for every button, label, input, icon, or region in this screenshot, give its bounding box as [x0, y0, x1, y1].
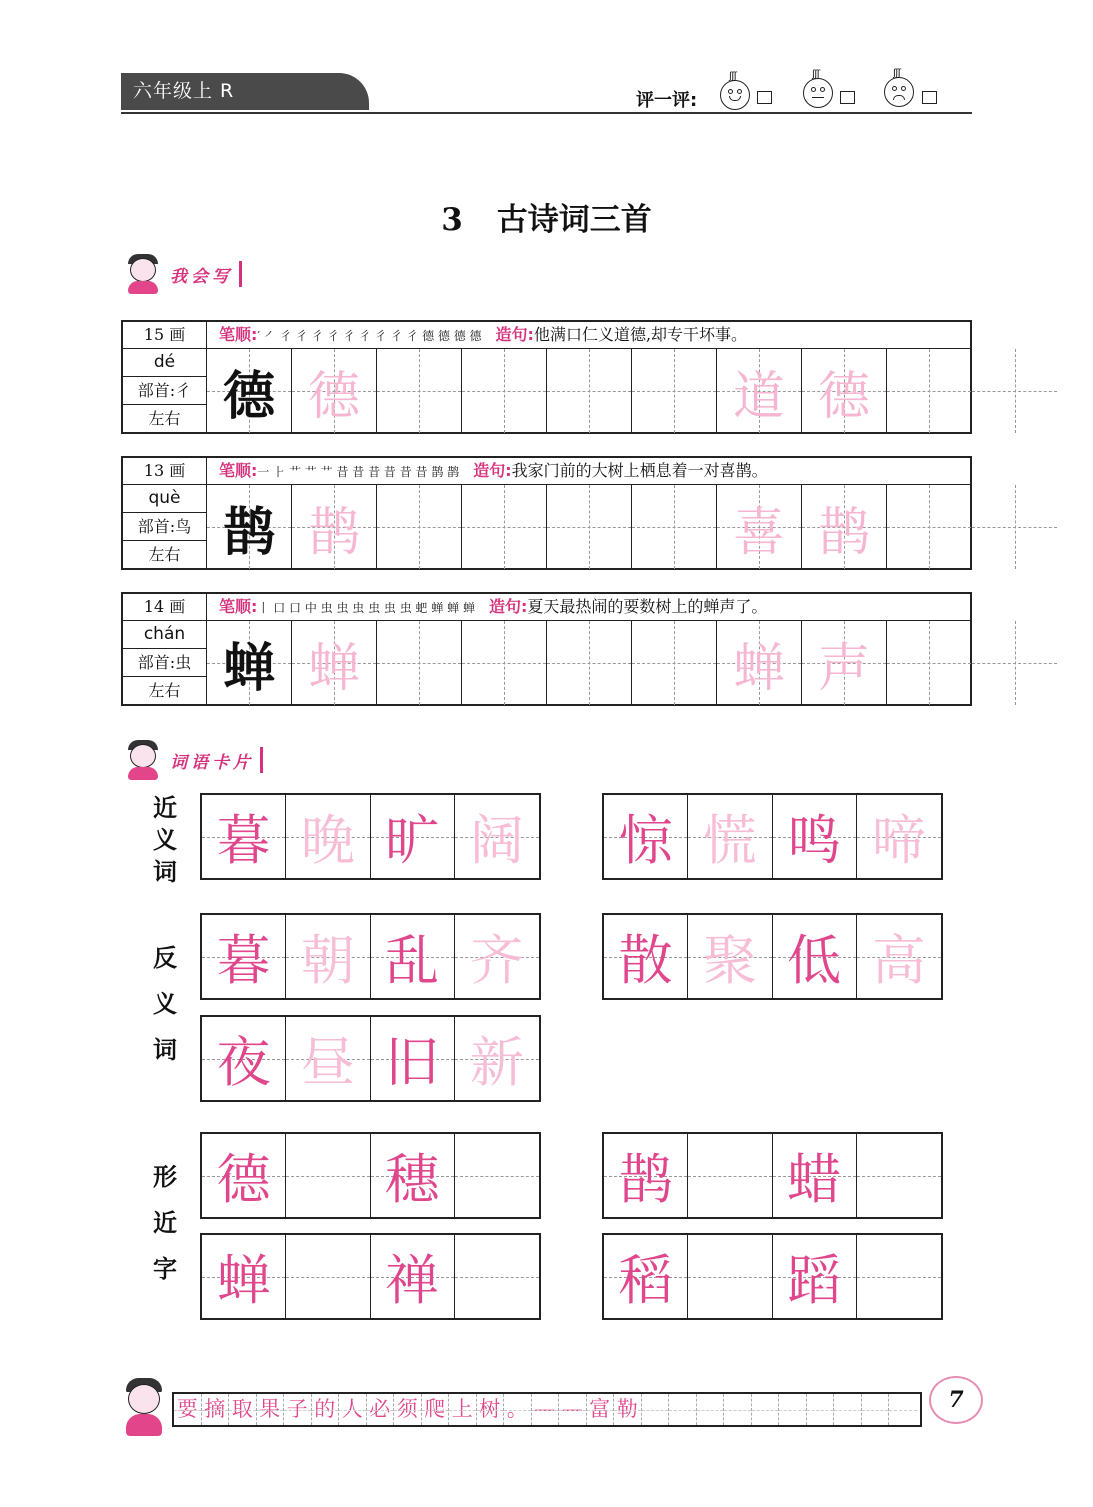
writing-cell[interactable]	[547, 349, 632, 433]
blank-cell[interactable]	[688, 1134, 772, 1217]
motto-cell	[807, 1394, 835, 1425]
order-label: 笔顺:	[219, 461, 258, 480]
card-cell: 慌	[688, 795, 772, 878]
stroke-count: 13 画	[123, 458, 207, 485]
header-rule	[121, 112, 972, 114]
synonym-card	[602, 793, 943, 880]
blank-cell[interactable]	[688, 1235, 772, 1318]
motto-cell: 须	[394, 1394, 422, 1425]
writing-cell[interactable]	[462, 621, 547, 705]
blank-cell[interactable]	[455, 1134, 539, 1217]
rating-label: 评一评:	[636, 90, 698, 111]
motto-cell: 果	[257, 1394, 285, 1425]
writing-cell[interactable]	[632, 349, 717, 433]
similar-card	[602, 1132, 943, 1219]
card-cell: 蝉	[202, 1235, 286, 1318]
sad-face-icon[interactable]: ʃʃʃ	[884, 77, 914, 107]
order-label: 笔顺:	[219, 325, 258, 344]
word-trace-cell[interactable]: 喜	[717, 485, 802, 569]
pinyin: què	[123, 485, 206, 513]
card-cell: 蜡	[773, 1134, 857, 1217]
word-trace-cell[interactable]: 鹊	[802, 485, 887, 569]
motto-cell: 勒	[614, 1394, 642, 1425]
order-label: 笔顺:	[219, 597, 258, 616]
card-cell: 高	[857, 915, 941, 998]
card-cell: 惊	[604, 795, 688, 878]
motto-cell: 爬	[422, 1394, 450, 1425]
card-cell: 鸣	[773, 795, 857, 878]
trace-char-cell[interactable]: 德	[292, 349, 377, 433]
structure: 左右	[148, 681, 181, 700]
structure: 左右	[148, 545, 181, 564]
label-synonyms: 近 义 词	[153, 794, 177, 886]
radical: 部首:鸟	[123, 513, 206, 541]
lesson-title	[0, 194, 1093, 239]
motto-cell: 子	[284, 1394, 312, 1425]
motto-cell	[724, 1394, 752, 1425]
writing-cell[interactable]	[972, 349, 1057, 433]
char-table-chan	[121, 592, 972, 706]
writing-cell[interactable]	[887, 621, 972, 705]
card-cell: 暮	[202, 795, 286, 878]
stroke-order: ′ ㇒ 彳 彳 彳 彳 彳 彳 彳 彳 彳 德 德 德 德	[257, 329, 482, 343]
motto-cell: 摘	[202, 1394, 230, 1425]
card-cell: 昼	[286, 1017, 370, 1100]
word-trace-cell[interactable]: 德	[802, 349, 887, 433]
card-cell: 暮	[202, 915, 286, 998]
example-sentence: 他满口仁义道德,却专干坏事。	[533, 325, 748, 344]
word-trace-cell[interactable]: 蝉	[717, 621, 802, 705]
card-cell: 朝	[286, 915, 370, 998]
word-trace-cell[interactable]: 道	[717, 349, 802, 433]
writing-cell[interactable]	[377, 621, 462, 705]
motto-cell	[752, 1394, 780, 1425]
card-cell: 乱	[371, 915, 455, 998]
similar-card	[602, 1233, 943, 1320]
section-title-cards: 词语卡片	[170, 752, 254, 773]
writing-cell[interactable]	[972, 621, 1057, 705]
blank-cell[interactable]	[286, 1235, 370, 1318]
card-cell: 低	[773, 915, 857, 998]
word-trace-cell[interactable]: 声	[802, 621, 887, 705]
stroke-order: 一 ⺊ 艹 艹 艹 昔 昔 昔 昔 昔 昔 鹊 鹊	[257, 465, 460, 479]
radical: 部首:虫	[123, 649, 206, 677]
motto-strip	[172, 1392, 922, 1427]
motto-cell: —	[559, 1394, 587, 1425]
card-cell: 旷	[371, 795, 455, 878]
blank-cell[interactable]	[857, 1235, 941, 1318]
motto-cell	[889, 1394, 917, 1425]
motto-cell	[669, 1394, 697, 1425]
motto-cell	[697, 1394, 725, 1425]
example-sentence: 我家门前的大树上栖息着一对喜鹊。	[511, 461, 768, 480]
boy-mascot-icon	[120, 1378, 170, 1436]
motto-cell	[779, 1394, 807, 1425]
card-cell: 鹊	[604, 1134, 688, 1217]
card-cell: 晚	[286, 795, 370, 878]
card-cell: 蹈	[773, 1235, 857, 1318]
pinyin: dé	[123, 349, 206, 377]
example-sentence: 夏天最热闹的要数树上的蝉声了。	[527, 597, 768, 616]
trace-char-cell[interactable]: 鹊	[292, 485, 377, 569]
card-cell: 禅	[371, 1235, 455, 1318]
stroke-order: 丨 口 口 中 虫 虫 虫 虫 虫 虫 蚆 蝉 蝉 蝉	[257, 601, 475, 615]
model-char-cell: 蝉	[207, 621, 292, 705]
writing-cell[interactable]	[632, 621, 717, 705]
antonym-card	[200, 913, 541, 1000]
trace-char-cell[interactable]: 蝉	[292, 621, 377, 705]
model-char-cell: 鹊	[207, 485, 292, 569]
card-cell: 旧	[371, 1017, 455, 1100]
stroke-count: 14 画	[123, 594, 207, 621]
similar-card	[200, 1132, 541, 1219]
char-table-que	[121, 456, 972, 570]
girl-mascot-icon	[124, 254, 164, 294]
neutral-face-icon[interactable]: ʃʃʃ	[803, 78, 833, 108]
writing-cell[interactable]	[547, 621, 632, 705]
card-cell: 新	[455, 1017, 539, 1100]
lesson-number: 3	[441, 202, 463, 238]
writing-cell[interactable]	[462, 349, 547, 433]
card-cell: 齐	[455, 915, 539, 998]
card-cell: 德	[202, 1134, 286, 1217]
happy-face-icon[interactable]: ʃʃʃ	[720, 80, 750, 110]
structure: 左右	[148, 409, 181, 428]
motto-cell	[834, 1394, 862, 1425]
motto-cell: 。	[504, 1394, 532, 1425]
card-cell: 稻	[604, 1235, 688, 1318]
rating-box-happy[interactable]	[757, 91, 772, 104]
sentence-label: 造句:	[473, 461, 512, 480]
motto-cell: 取	[229, 1394, 257, 1425]
girl-mascot-icon	[124, 740, 164, 780]
motto-cell: 人	[339, 1394, 367, 1425]
sentence-label: 造句:	[495, 325, 534, 344]
writing-cell[interactable]	[632, 485, 717, 569]
antonym-card	[200, 1015, 541, 1102]
card-cell: 啼	[857, 795, 941, 878]
motto-cell: 要	[174, 1394, 202, 1425]
motto-cell	[862, 1394, 890, 1425]
card-cell: 阔	[455, 795, 539, 878]
page-number: 7	[929, 1376, 983, 1424]
motto-cell: —	[532, 1394, 560, 1425]
rating-box-sad[interactable]	[922, 91, 937, 104]
char-table-de	[121, 320, 972, 434]
motto-cell	[642, 1394, 670, 1425]
radical: 部首:彳	[123, 377, 206, 405]
writing-cell[interactable]	[887, 485, 972, 569]
blank-cell[interactable]	[857, 1134, 941, 1217]
writing-cell[interactable]	[377, 349, 462, 433]
card-cell: 夜	[202, 1017, 286, 1100]
writing-cell[interactable]	[972, 485, 1057, 569]
lesson-title-text: 古诗词三首	[496, 202, 652, 238]
label-antonyms: 反 义 词	[153, 944, 177, 1064]
motto-cell: 富	[587, 1394, 615, 1425]
card-cell: 散	[604, 915, 688, 998]
card-cell: 聚	[688, 915, 772, 998]
writing-cell[interactable]	[462, 485, 547, 569]
pinyin: chán	[123, 621, 206, 649]
label-similar: 形 近 字	[153, 1163, 177, 1283]
section-badge-write	[124, 254, 242, 294]
sentence-label: 造句:	[489, 597, 528, 616]
synonym-card	[200, 793, 541, 880]
card-cell: 穗	[371, 1134, 455, 1217]
motto-cell: 树	[477, 1394, 505, 1425]
writing-cell[interactable]	[547, 485, 632, 569]
stroke-count: 15 画	[123, 322, 207, 349]
motto-cell: 上	[449, 1394, 477, 1425]
blank-cell[interactable]	[286, 1134, 370, 1217]
motto-cell: 的	[312, 1394, 340, 1425]
blank-cell[interactable]	[455, 1235, 539, 1318]
writing-cell[interactable]	[887, 349, 972, 433]
section-title-write: 我会写	[170, 266, 233, 287]
section-badge-cards	[124, 740, 263, 780]
similar-card	[200, 1233, 541, 1320]
model-char-cell: 德	[207, 349, 292, 433]
grade-tab: 六年级上 R	[121, 73, 369, 110]
rating-box-neutral[interactable]	[840, 91, 855, 104]
motto-cell: 必	[367, 1394, 395, 1425]
antonym-card	[602, 913, 943, 1000]
writing-cell[interactable]	[377, 485, 462, 569]
